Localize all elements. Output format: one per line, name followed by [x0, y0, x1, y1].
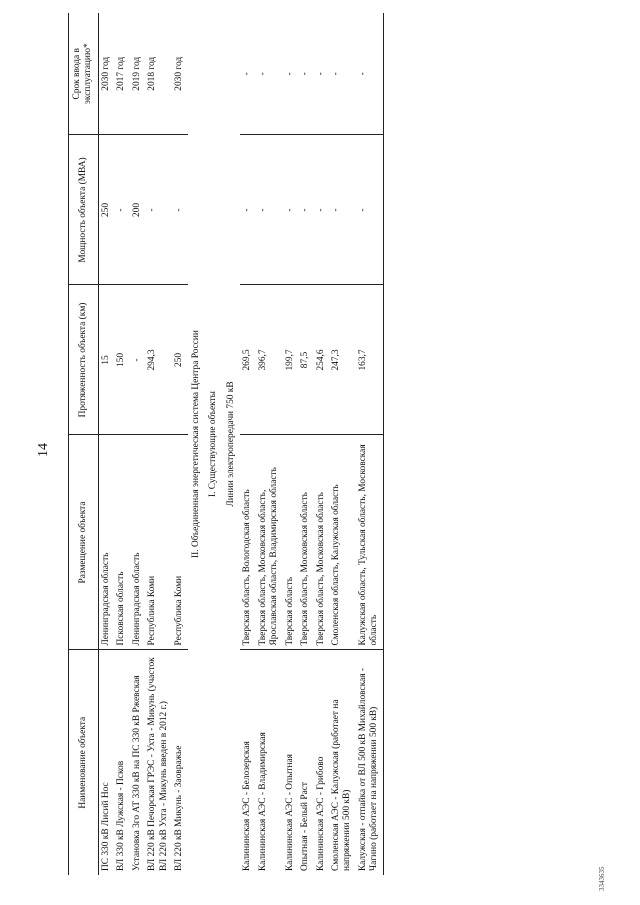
- page-number: 14: [36, 443, 51, 457]
- cell-location: Псковская область: [114, 435, 129, 650]
- cell-location: Смоленская область, Калужская область: [329, 435, 356, 650]
- cell-location: Тверская область, Московская область: [298, 435, 313, 650]
- section-heading-row: [188, 13, 205, 875]
- cell-length: 247,3: [329, 285, 356, 435]
- cell-power: -: [329, 135, 356, 285]
- cell-date: -: [283, 13, 298, 135]
- cell-power: -: [256, 135, 283, 285]
- objects-table: [68, 13, 384, 875]
- cell-length: 254,6: [314, 285, 329, 435]
- cell-location: Ленинградская область: [130, 435, 145, 650]
- table-row: [298, 13, 313, 875]
- table-header-row: [69, 13, 99, 875]
- table-row: [130, 13, 145, 875]
- cell-name: ПС 330 кВ Лисий Нос: [100, 782, 111, 871]
- cell-name: Калужская - отпайка от ВЛ 500 кВ Михайловская - Чагино (работает на напряжении 500 кВ): [356, 650, 383, 875]
- cell-power: -: [298, 135, 313, 285]
- cell-date: 2019 год: [130, 13, 145, 135]
- cell-length: 250: [172, 285, 187, 435]
- table-row: [98, 13, 114, 875]
- group-heading-row: [223, 13, 240, 875]
- cell-date: 2017 год: [114, 13, 129, 135]
- table-row: [240, 13, 255, 875]
- cell-name: ВЛ 330 кВ Лужская - Псков: [116, 760, 127, 871]
- cell-location: Республика Коми: [172, 435, 187, 650]
- table-row: [314, 13, 329, 875]
- cell-location: Калужская область, Тульская область, Московская область: [356, 435, 383, 650]
- cell-length: 294,3: [145, 285, 172, 435]
- cell-length: -: [130, 285, 145, 435]
- table-row: [356, 13, 383, 875]
- cell-name: Калининская АЭС - Владимирская: [257, 732, 268, 871]
- section-title: II. Объединенная энергетическая система Центра России: [190, 330, 201, 558]
- cell-name: Установка 3го АТ 330 кВ на ПС 330 кВ Ржевская: [131, 675, 142, 871]
- table-row: [145, 13, 172, 875]
- cell-power: -: [283, 135, 298, 285]
- cell-length: 87,5: [298, 285, 313, 435]
- cell-name: ВЛ 220 кВ Микунь - Заовражье: [174, 745, 185, 871]
- subsection-heading-row: [205, 13, 222, 875]
- cell-location: Тверская область, Московская область, Ярославская область, Владимирская область: [256, 435, 283, 650]
- column-header-power: Мощность объекта (МВА): [69, 135, 99, 285]
- cell-date: -: [314, 13, 329, 135]
- cell-name: Опытная - Белый Раст: [300, 782, 311, 871]
- cell-length: 150: [114, 285, 129, 435]
- subsection-title: I. Существующие объекты: [208, 391, 219, 497]
- cell-power: -: [356, 135, 383, 285]
- cell-power: -: [145, 135, 172, 285]
- cell-location: Тверская область: [283, 435, 298, 650]
- cell-name: Калининская АЭС - Опытная: [284, 754, 295, 871]
- cell-power: 250: [98, 135, 114, 285]
- cell-power: 200: [130, 135, 145, 285]
- group-title: Линии электропередачи 750 кВ: [225, 381, 236, 507]
- column-header-location: Размещение объекта: [69, 435, 99, 650]
- cell-name: Смоленская АЭС - Калужская (работает на напряжении 500 кВ): [330, 699, 353, 871]
- cell-location: Тверская область, Вологодская область: [240, 435, 255, 650]
- table-row: [256, 13, 283, 875]
- cell-location: Республика Коми: [145, 435, 172, 650]
- cell-date: -: [240, 13, 255, 135]
- cell-name: Калининская АЭС - Грибово: [315, 756, 326, 871]
- cell-length: 15: [98, 285, 114, 435]
- column-header-length: Протяженность объекта (км): [69, 285, 99, 435]
- table-row: [283, 13, 298, 875]
- cell-name: ВЛ 220 кВ Печорская ГРЭС - Ухта - Микунь (участок ВЛ 220 кВ Ухта - Микунь введен в 2012 г.): [147, 657, 169, 871]
- cell-date: -: [298, 13, 313, 135]
- cell-power: -: [240, 135, 255, 285]
- cell-power: -: [114, 135, 129, 285]
- cell-date: -: [256, 13, 283, 135]
- cell-date: 2030 год: [172, 13, 187, 135]
- cell-date: -: [356, 13, 383, 135]
- cell-power: -: [314, 135, 329, 285]
- cell-date: 2018 год: [145, 13, 172, 135]
- cell-name: Калининская АЭС - Белозерская: [242, 741, 253, 871]
- table-row: [172, 13, 187, 875]
- column-header-date: Срок ввода в эксплуатацию*: [69, 13, 99, 135]
- cell-date: 2030 год: [98, 13, 114, 135]
- table-row: [329, 13, 356, 875]
- cell-power: -: [172, 135, 187, 285]
- column-header-name: Наименование объекта: [69, 650, 99, 875]
- cell-length: 269,5: [240, 285, 255, 435]
- cell-location: Ленинградская область: [98, 435, 114, 650]
- document-id: 3343635: [598, 866, 606, 891]
- cell-length: 163,7: [356, 285, 383, 435]
- cell-length: 199,7: [283, 285, 298, 435]
- cell-date: -: [329, 13, 356, 135]
- table-row: [114, 13, 129, 875]
- cell-length: 396,7: [256, 285, 283, 435]
- cell-location: Тверская область, Московская область: [314, 435, 329, 650]
